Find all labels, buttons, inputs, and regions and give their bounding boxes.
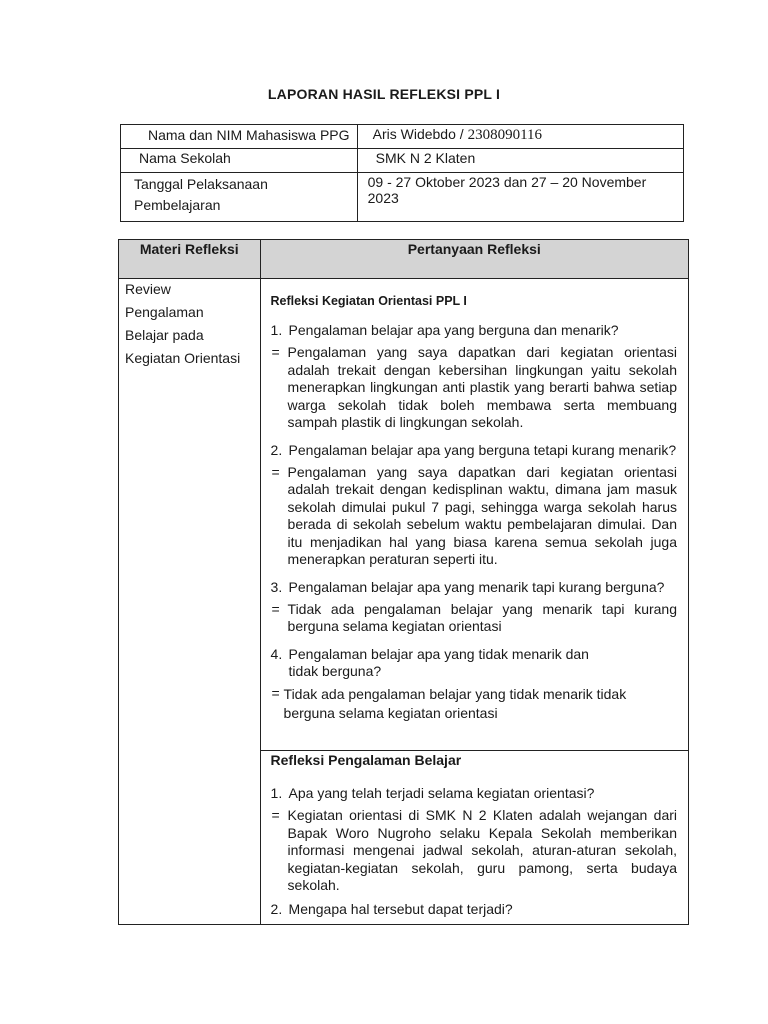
answer-text: Tidak ada pengalaman belajar yang menarik tapi kurang berguna selama kegiatan orientasi <box>287 600 677 634</box>
student-nim: 2308090116 <box>467 127 543 143</box>
question-text: Pengalaman belajar apa yang berguna dan menarik? <box>288 322 619 338</box>
question-number: 4. <box>270 645 283 662</box>
school-name-value: SMK N 2 Klaten <box>375 150 476 166</box>
answer-text: Kegiatan orientasi di SMK N 2 Klaten adalah wejangan dari Bapak Woro Nugroho selaku Kepala Sekolah memberikan informasi mengenai jadwal sekolah, aturan-aturan sekolah, kegiatan-kegiatan sekolah, guru pamong, serta budaya sekolah. <box>287 807 677 893</box>
question-number: 1. <box>270 322 283 338</box>
answer-item <box>271 807 679 895</box>
answer-item <box>271 685 679 723</box>
date-value-cell <box>357 173 683 222</box>
answer-marker: = <box>271 463 280 480</box>
header-pertanyaan: Pertanyaan Refleksi <box>407 241 541 257</box>
question-item <box>271 442 679 459</box>
table-row <box>121 125 684 149</box>
table-row <box>121 149 684 173</box>
student-name: Aris Widebdo / <box>372 126 468 142</box>
question-item <box>271 646 679 680</box>
answer-marker: = <box>271 807 280 823</box>
question-number: 2. <box>270 900 283 917</box>
school-name-label: Nama Sekolah <box>139 150 231 166</box>
report-title: LAPORAN HASIL REFLEKSI PPL I <box>267 86 501 102</box>
date-label-cell <box>121 173 358 222</box>
materi-cell <box>119 279 261 925</box>
section1-cell <box>260 279 688 751</box>
question-text: Apa yang telah terjadi selama kegiatan orientasi? <box>288 785 595 801</box>
materi-line: Belajar pada <box>125 327 204 343</box>
answer-marker: = <box>271 344 280 360</box>
answer-item <box>271 344 679 432</box>
school-name-value-cell <box>357 149 683 173</box>
header-pertanyaan-cell <box>260 240 688 279</box>
answer-item <box>271 464 679 569</box>
answer-marker: = <box>271 684 280 701</box>
question-item <box>271 322 679 339</box>
date-label-line1: Tanggal Pelaksanaan <box>134 176 268 192</box>
answer-item <box>271 601 679 636</box>
identity-table <box>120 124 684 222</box>
table-header-row <box>119 240 689 279</box>
student-name-value-cell <box>357 125 683 149</box>
materi-line: Review <box>125 281 171 297</box>
student-name-label: Nama dan NIM Mahasiswa PPG <box>148 127 350 143</box>
question-item <box>271 901 679 918</box>
question-item <box>271 785 679 802</box>
section2-cell <box>260 751 688 925</box>
materi-line: Pengalaman <box>125 304 204 320</box>
header-materi: Materi Refleksi <box>139 241 239 257</box>
materi-line: Kegiatan Orientasi <box>125 350 241 366</box>
answer-text: Pengalaman yang saya dapatkan dari kegiatan orientasi adalah trekait dengan kebersihan lingkungan yaitu sekolah menerapkan lingkungan anti plastik yang berarti bahwa setiap warga sekolah tidak boleh membawa serta membuang sampah plastik di lingkungan sekolah. <box>287 344 677 430</box>
section2-title: Refleksi Pengalaman Belajar <box>270 752 462 768</box>
section1-title: Refleksi Kegiatan Orientasi PPL I <box>270 294 467 308</box>
date-label-line2: Pembelajaran <box>134 197 221 213</box>
question-number: 2. <box>270 441 283 458</box>
question-text: Pengalaman belajar apa yang berguna tetapi kurang menarik? <box>288 441 677 458</box>
question-text: Mengapa hal tersebut dapat terjadi? <box>288 900 513 917</box>
header-materi-cell <box>119 240 261 279</box>
question-number: 1. <box>270 785 283 801</box>
table-row <box>119 279 689 751</box>
question-text: Pengalaman belajar apa yang tidak menarik dan tidak berguna? <box>288 645 589 679</box>
date-value: 09 - 27 Oktober 2023 dan 27 – 20 November 2023 <box>367 174 647 206</box>
question-text: Pengalaman belajar apa yang menarik tapi kurang berguna? <box>288 578 665 595</box>
question-item <box>271 579 679 596</box>
student-name-value <box>373 126 542 142</box>
question-number: 3. <box>270 578 283 595</box>
reflection-table <box>118 239 689 925</box>
student-name-label-cell <box>121 125 358 149</box>
table-row <box>121 173 684 222</box>
answer-text: Pengalaman yang saya dapatkan dari kegiatan orientasi adalah trekait dengan kedisplinan waktu, dimana jam masuk sekolah dimulai pukul 7 pagi, sehingga warga sekolah harus berada di sekolah sebelum waktu pembelajaran dimulai. Dan itu menjadikan hal yang biasa karena semua sekolah juga menerapkan peraturan seperti itu. <box>287 463 677 567</box>
answer-marker: = <box>271 600 280 617</box>
school-name-label-cell <box>121 149 358 173</box>
answer-text: Tidak ada pengalaman belajar yang tidak menarik tidak berguna selama kegiatan orientasi <box>283 685 627 721</box>
